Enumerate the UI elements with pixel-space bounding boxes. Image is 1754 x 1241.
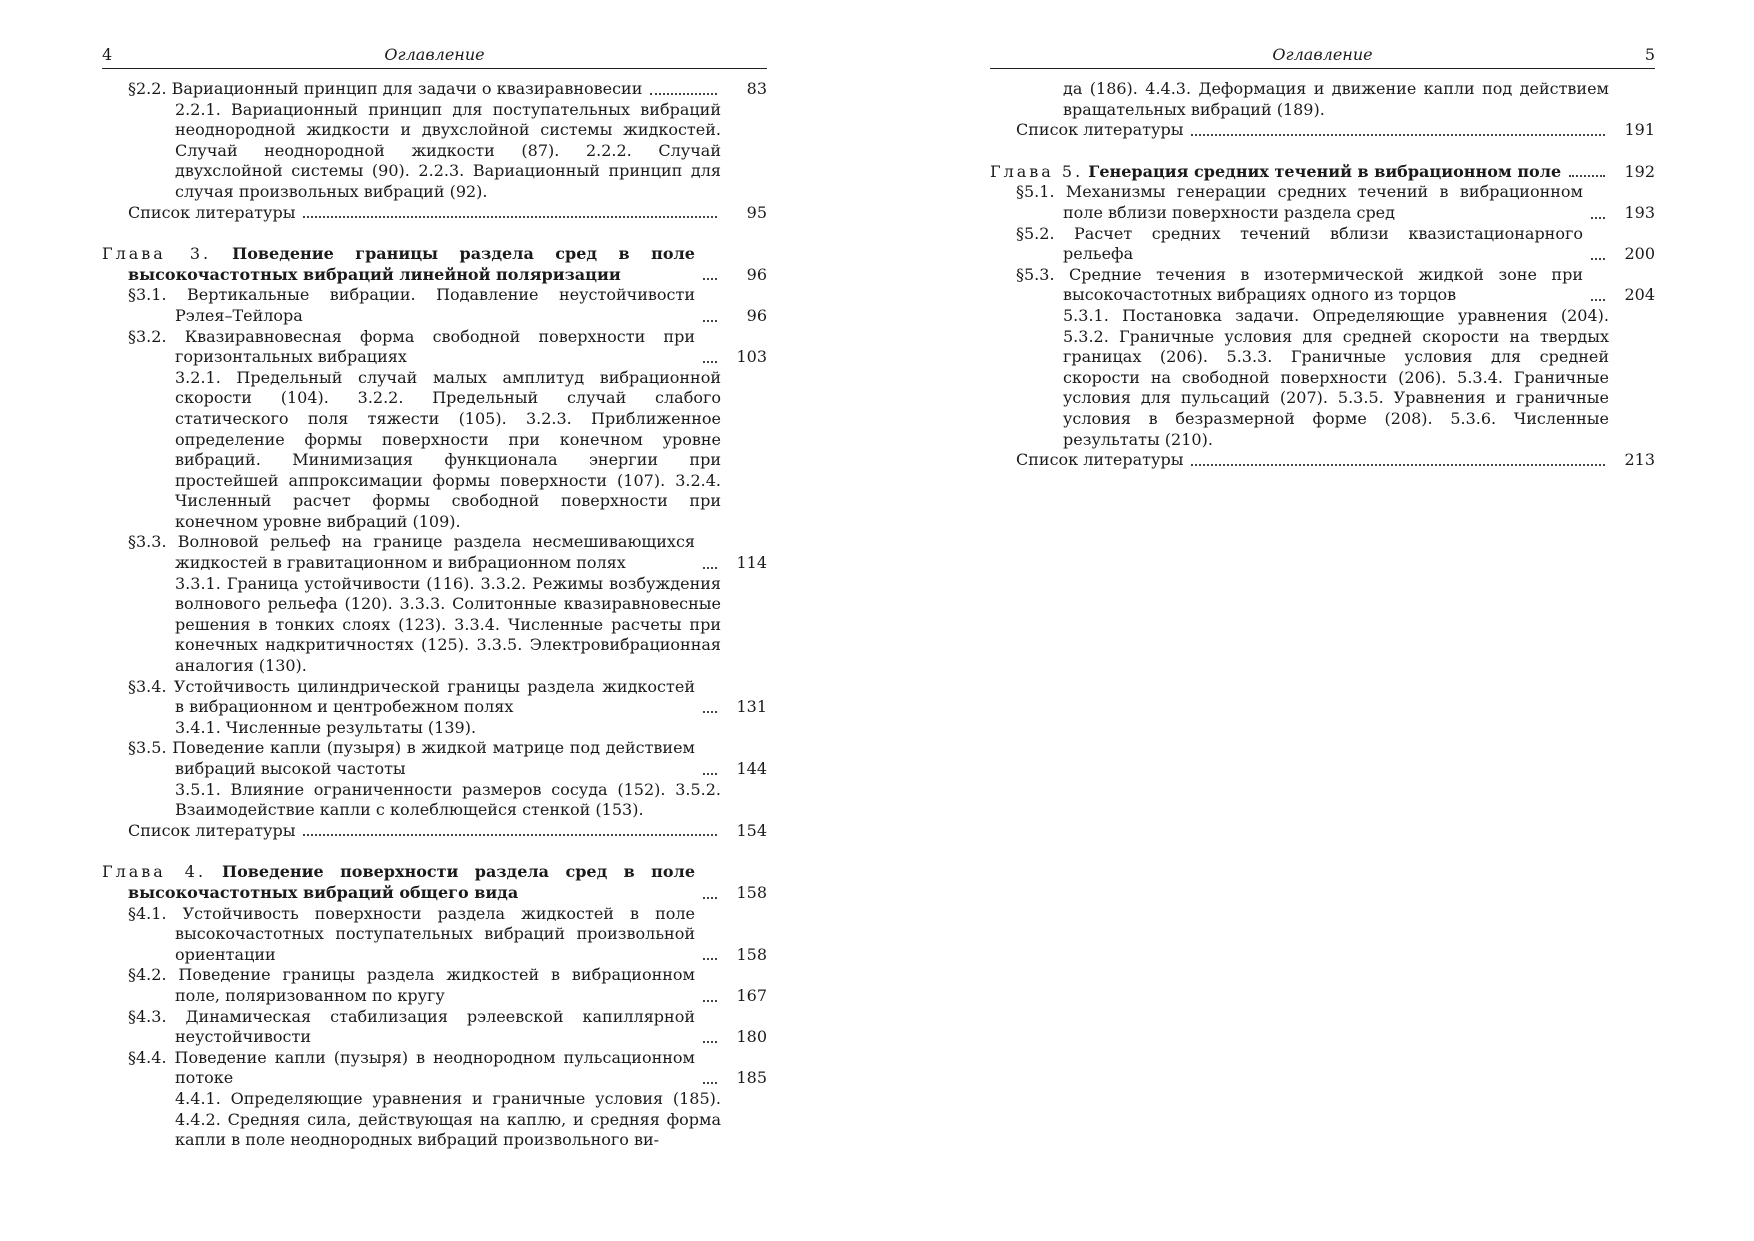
toc-page-number: 95 xyxy=(746,202,767,222)
toc-entry-text: Список литературы xyxy=(1016,120,1184,140)
toc-entry-text: §3.4. Устойчивость цилиндрической границы раздела жидкостей в вибрационном и центробежном полях xyxy=(128,676,695,717)
toc-page-number: 167 xyxy=(736,985,767,1005)
toc-section[interactable] xyxy=(102,904,767,966)
toc-page-number: 180 xyxy=(736,1027,767,1047)
toc-section[interactable] xyxy=(102,327,767,368)
toc-entry-text: Список литературы xyxy=(128,820,296,840)
toc-page-number: 103 xyxy=(736,347,767,367)
toc-page-number: 131 xyxy=(736,697,767,717)
toc-section[interactable] xyxy=(990,182,1655,223)
running-head-title: Оглавление xyxy=(1272,45,1373,64)
right-page xyxy=(990,44,1655,471)
toc-page-number: 96 xyxy=(746,305,767,325)
chapter-title: Поведение границы раздела сред в поле высокочастотных вибраций линейной поляризации xyxy=(128,244,695,284)
toc-page-number: 158 xyxy=(736,944,767,964)
chapter-title: Генерация средних течений в вибрационном поле xyxy=(1088,161,1562,181)
toc-entry-text: §4.2. Поведение границы раздела жидкостей в вибрационном поле, поляризованном по кругу xyxy=(128,965,695,1005)
toc-subsections: 5.3.1. Постановка задачи. Определяющие уравнения (204). 5.3.2. Граничные условия для средней скорости на твердых границах (206). 5.3.3. Граничные условия для средней скорости на свободной поверхности (206). 5.3.4. Граничные условия для пульсаций (207). 5.3.5. Уравнения и граничные условия в безразмерной форме (208). 5.3.6. Численные результаты (210). xyxy=(1063,305,1609,449)
toc-entry-text: §5.1. Механизмы генерации средних течений в вибрационном поле вблизи поверхности раздела сред xyxy=(1016,182,1583,222)
toc-entry-text: §4.4. Поведение капли (пузыря) в неоднородном пульсационном потоке xyxy=(128,1047,695,1088)
toc-page-number: 158 xyxy=(736,882,767,902)
toc-entry-text: Список литературы xyxy=(128,202,296,222)
toc-entry-text: §3.2. Квазиравновесная форма свободной поверхности при горизонтальных вибрациях xyxy=(128,326,695,367)
toc-subsections: да (186). 4.4.3. Деформация и движение капли под действием вращательных вибраций (189). xyxy=(1063,79,1609,119)
chapter-prefix: Глава 3. xyxy=(102,244,212,264)
running-head-title: Оглавление xyxy=(384,45,485,64)
toc-subsections: 2.2.1. Вариационный принцип для поступательных вибраций неоднородной жидкости и двухслойной системы жидкостей. Случай неоднородной жидкости (87). 2.2.2. Случай двухслойной системы (90). 2.2.3. Вариационный принцип для случая произвольных вибраций (92). xyxy=(175,99,721,201)
toc-section[interactable] xyxy=(102,738,767,779)
toc-subsections: 3.3.1. Граница устойчивости (116). 3.3.2. Режимы возбуждения волнового рельефа (120). 3.3.3. Солитонные квазиравновесные решения в тонких слоях (123). 3.3.4. Численные расчеты при конечных надкритичностях (125). 3.3.5. Электровибрационная аналогия (130). xyxy=(175,573,721,676)
left-running-head xyxy=(102,44,767,69)
toc-section[interactable] xyxy=(102,532,767,573)
toc-chapter[interactable] xyxy=(990,162,1655,183)
toc-entry-text: §2.2. Вариационный принцип для задачи о квазиравновесии xyxy=(128,79,643,98)
toc-entry-text: §4.3. Динамическая стабилизация рэлеевской капиллярной неустойчивости xyxy=(128,1006,695,1047)
chapter-title: Поведение поверхности раздела сред в поле высокочастотных вибраций общего вида xyxy=(128,862,696,902)
toc-right xyxy=(990,79,1655,471)
toc-references[interactable] xyxy=(102,821,767,842)
right-running-head xyxy=(990,44,1655,69)
toc-page-number: 204 xyxy=(1624,285,1655,305)
toc-chapter[interactable] xyxy=(102,862,767,903)
toc-entry-text: §5.3. Средние течения в изотермической жидкой зоне при высокочастотных вибрациях одного из торцов xyxy=(1016,264,1583,305)
chapter-prefix: Глава 5. xyxy=(990,161,1084,181)
toc-references[interactable] xyxy=(990,450,1655,471)
toc-page-number: 213 xyxy=(1624,450,1655,470)
toc-section[interactable] xyxy=(102,79,767,100)
toc-chapter[interactable] xyxy=(102,244,767,285)
toc-section[interactable] xyxy=(102,1007,767,1048)
toc-page-number: 96 xyxy=(746,264,767,284)
toc-section[interactable] xyxy=(102,677,767,718)
toc-entry-text: §4.1. Устойчивость поверхности раздела жидкостей в поле высокочастотных поступательных вибраций произвольной ориентации xyxy=(128,903,695,964)
toc-section[interactable] xyxy=(990,265,1655,306)
toc-subsections: 3.4.1. Численные результаты (139). xyxy=(175,717,477,737)
toc-page-number: 191 xyxy=(1624,120,1655,140)
toc-entry-text: §5.2. Расчет средних течений вблизи квазистационарного рельефа xyxy=(1016,223,1583,264)
toc-page-number: 193 xyxy=(1624,202,1655,222)
toc-section[interactable] xyxy=(102,965,767,1006)
chapter-prefix: Глава 4. xyxy=(102,862,207,882)
toc-page-number: 192 xyxy=(1624,161,1655,181)
toc-page-number: 154 xyxy=(736,820,767,840)
toc-references[interactable] xyxy=(990,120,1655,141)
toc-entry-text: §3.3. Волновой рельеф на границе раздела несмешивающихся жидкостей в гравитационном и вибрационном полях xyxy=(128,532,695,573)
toc-subsections: 3.5.1. Влияние ограниченности размеров сосуда (152). 3.5.2. Взаимодействие капли с колеблющейся стенкой (153). xyxy=(175,779,721,820)
toc-page-number: 200 xyxy=(1624,244,1655,264)
toc-entry-text: §3.5. Поведение капли (пузыря) в жидкой матрице под действием вибраций высокой частоты xyxy=(128,738,695,778)
toc-references[interactable] xyxy=(102,203,767,224)
page-number: 4 xyxy=(102,45,113,64)
toc-entry-text: §3.1. Вертикальные вибрации. Подавление неустойчивости Рэлея–Тейлора xyxy=(128,285,695,325)
toc-subsections: 3.2.1. Предельный случай малых амплитуд вибрационной скорости (104). 3.2.2. Предельный случай слабого статического поля тяжести (105). 3.2.3. Приближенное определение формы поверхности при конечном уровне вибраций. Минимизация функционала энергии при простейшей аппроксимации формы поверхности (107). 3.2.4. Численный расчет формы свободной поверхности при конечном уровне вибраций (109). xyxy=(175,367,721,531)
toc-left xyxy=(102,79,767,1151)
toc-page-number: 185 xyxy=(736,1068,767,1088)
left-page xyxy=(102,44,767,1151)
toc-section[interactable] xyxy=(102,1048,767,1089)
toc-page-number: 114 xyxy=(736,553,767,573)
toc-page-number: 144 xyxy=(736,759,767,778)
toc-section[interactable] xyxy=(990,224,1655,265)
toc-page-number: 83 xyxy=(746,79,767,98)
toc-section[interactable] xyxy=(102,285,767,326)
toc-subsections: 4.4.1. Определяющие уравнения и граничные условия (185). 4.4.2. Средняя сила, действующая на каплю, и средняя форма капли в поле неоднородных вибраций произвольного ви- xyxy=(175,1088,721,1150)
toc-entry-text: Список литературы xyxy=(1016,450,1184,470)
page-number: 5 xyxy=(1644,45,1655,64)
